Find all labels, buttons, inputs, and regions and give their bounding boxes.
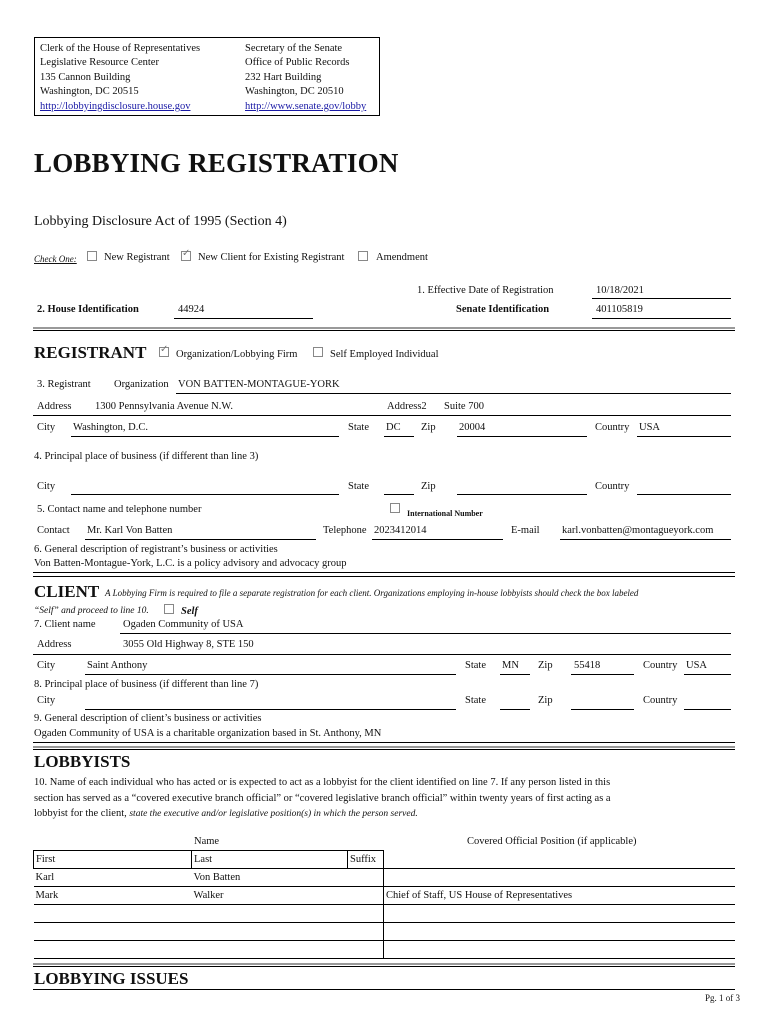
email-value[interactable]: karl.vonbatten@montagueyork.com bbox=[562, 525, 714, 536]
client-description[interactable]: Ogaden Community of USA is a charitable organization based in St. Anthony, MN bbox=[34, 728, 382, 739]
self-checkbox[interactable] bbox=[164, 604, 174, 614]
country-label: Country bbox=[595, 481, 630, 492]
house-address bbox=[40, 42, 200, 114]
organization-label: Organization bbox=[114, 379, 169, 390]
first-column-header: First bbox=[34, 851, 192, 869]
client-address-label: Address bbox=[37, 639, 72, 650]
lobbyist-last[interactable] bbox=[192, 923, 348, 941]
house-address-line: 135 Cannon Building bbox=[40, 71, 131, 83]
client-name[interactable]: Ogaden Community of USA bbox=[123, 619, 244, 630]
table-row bbox=[34, 941, 736, 959]
self-employed-label: Self Employed Individual bbox=[330, 349, 439, 360]
self-label: Self bbox=[181, 606, 198, 617]
state-value[interactable]: DC bbox=[386, 422, 401, 433]
page-subtitle: Lobbying Disclosure Act of 1995 (Section 4) bbox=[34, 214, 287, 229]
house-lobbying-link[interactable]: http://lobbyingdisclosure.house.gov bbox=[40, 100, 191, 112]
page-number: Pg. 1 of 3 bbox=[705, 993, 741, 1003]
lobbyist-suffix[interactable] bbox=[348, 941, 384, 959]
client-instruction: A Lobbying Firm is required to file a separate registration for each client. Organizations employing in-house lobbyists should check the box labeled bbox=[105, 588, 639, 598]
table-row bbox=[34, 887, 736, 905]
registrant-heading: REGISTRANT bbox=[34, 343, 147, 362]
client-city-label: City bbox=[37, 660, 56, 671]
lobbyist-suffix[interactable] bbox=[348, 923, 384, 941]
organization-name[interactable]: VON BATTEN-MONTAGUE-YORK bbox=[178, 379, 340, 390]
page-title: LOBBYING REGISTRATION bbox=[34, 148, 399, 178]
new-registrant-checkbox[interactable] bbox=[87, 251, 97, 261]
lobbyists-instructions-3 bbox=[34, 808, 418, 819]
client-city-label: City bbox=[37, 695, 56, 706]
line5-label: 5. Contact name and telephone number bbox=[37, 504, 202, 515]
amendment-checkbox[interactable] bbox=[358, 251, 368, 261]
senate-address-line: 232 Hart Building bbox=[245, 71, 322, 83]
lobbyist-last[interactable]: Walker bbox=[193, 890, 224, 901]
senate-address-line: Secretary of the Senate bbox=[245, 43, 343, 54]
effective-date-value[interactable]: 10/18/2021 bbox=[596, 285, 644, 296]
new-registrant-label: New Registrant bbox=[104, 252, 170, 263]
org-lobbying-firm-label: Organization/Lobbying Firm bbox=[176, 349, 298, 360]
org-lobbying-firm-checkbox[interactable] bbox=[159, 347, 169, 357]
address2-label: Address2 bbox=[387, 401, 427, 412]
lobbyist-last[interactable] bbox=[192, 941, 348, 959]
telephone-label: Telephone bbox=[323, 525, 367, 536]
filing-addresses-box bbox=[34, 37, 380, 116]
country-value[interactable]: USA bbox=[639, 422, 661, 433]
table-header-row bbox=[34, 851, 736, 869]
lobbyist-position[interactable] bbox=[384, 941, 736, 959]
check-one-label: Check One: bbox=[34, 254, 77, 264]
name-column-header: Name bbox=[194, 836, 220, 847]
line9-label: 9. General description of client’s business or activities bbox=[34, 713, 262, 724]
telephone-value[interactable]: 2023412014 bbox=[374, 525, 427, 536]
lobbyist-position[interactable] bbox=[384, 869, 736, 887]
international-number-label: International Number bbox=[407, 509, 483, 518]
address2-value[interactable]: Suite 700 bbox=[444, 401, 484, 412]
lobbyist-position[interactable] bbox=[384, 905, 736, 923]
self-employed-checkbox[interactable] bbox=[313, 347, 323, 357]
email-label: E-mail bbox=[511, 525, 540, 536]
lobbyist-suffix[interactable] bbox=[348, 869, 384, 887]
lobbyist-last[interactable] bbox=[192, 905, 348, 923]
suffix-column-header: Suffix bbox=[348, 851, 384, 869]
lobbyist-first[interactable]: Karl bbox=[35, 872, 55, 883]
senate-id-label: Senate Identification bbox=[456, 304, 550, 315]
lobbyists-instructions-3b: state the executive and/or legislative position(s) in which the person served. bbox=[129, 809, 418, 819]
lobbyist-suffix[interactable] bbox=[348, 887, 384, 905]
lobbyists-instructions-2: section has served as a “covered executive branch official” or “covered legislative branch official” within twenty years of first acting as a bbox=[34, 793, 611, 804]
table-row bbox=[34, 923, 736, 941]
client-zip-label: Zip bbox=[538, 695, 553, 706]
client-country-label: Country bbox=[643, 695, 678, 706]
lobbyist-suffix[interactable] bbox=[348, 905, 384, 923]
city-value[interactable]: Washington, D.C. bbox=[73, 422, 148, 433]
house-address-line: Clerk of the House of Representatives bbox=[40, 43, 201, 54]
state-label: State bbox=[348, 481, 369, 492]
contact-value[interactable]: Mr. Karl Von Batten bbox=[87, 525, 173, 536]
senate-lobbying-link[interactable]: http://www.senate.gov/lobby bbox=[245, 100, 367, 112]
position-column-header: Covered Official Position (if applicable) bbox=[467, 836, 637, 847]
client-instruction-2: “Self” and proceed to line 10. bbox=[34, 606, 149, 616]
international-number-checkbox[interactable] bbox=[390, 503, 400, 513]
client-zip[interactable]: 55418 bbox=[574, 660, 601, 671]
address-label: Address bbox=[37, 401, 72, 412]
registrant-description[interactable]: Von Batten-Montague-York, L.C. is a policy advisory and advocacy group bbox=[34, 558, 347, 569]
lobbying-issues-heading: LOBBYING ISSUES bbox=[34, 969, 189, 988]
amendment-label: Amendment bbox=[376, 252, 428, 263]
table-row bbox=[34, 869, 736, 887]
house-address-line: Legislative Resource Center bbox=[40, 57, 159, 69]
senate-address bbox=[245, 42, 366, 114]
client-city[interactable]: Saint Anthony bbox=[87, 660, 148, 671]
lobbyist-position[interactable] bbox=[384, 923, 736, 941]
country-label: Country bbox=[595, 422, 630, 433]
line8-label: 8. Principal place of business (if different than line 7) bbox=[34, 679, 259, 690]
state-label: State bbox=[348, 422, 369, 433]
senate-id-value[interactable]: 401105819 bbox=[596, 304, 643, 315]
lobbyist-first[interactable] bbox=[34, 923, 192, 941]
lobbyists-table bbox=[33, 850, 735, 959]
client-heading: CLIENT bbox=[34, 582, 100, 601]
client-address[interactable]: 3055 Old Highway 8, STE 150 bbox=[123, 639, 254, 650]
lobbyists-instructions-1: 10. Name of each individual who has acted or is expected to act as a lobbyist for the client identified on line 7. If any person listed in this bbox=[34, 777, 611, 788]
contact-label: Contact bbox=[37, 525, 70, 536]
line6-label: 6. General description of registrant’s business or activities bbox=[34, 544, 278, 555]
client-country[interactable]: USA bbox=[686, 660, 708, 671]
client-state-label: State bbox=[465, 695, 486, 706]
city-label: City bbox=[37, 481, 56, 492]
lobbyists-instructions-3a: lobbyist for the client, bbox=[34, 808, 127, 819]
zip-label: Zip bbox=[421, 422, 436, 433]
table-row bbox=[34, 905, 736, 923]
senate-address-line: Washington, DC 20510 bbox=[245, 86, 344, 98]
new-client-label: New Client for Existing Registrant bbox=[198, 252, 345, 263]
zip-label: Zip bbox=[421, 481, 436, 492]
last-column-header: Last bbox=[192, 851, 348, 869]
line3-label: 3. Registrant bbox=[37, 379, 91, 390]
house-id-value[interactable]: 44924 bbox=[178, 304, 205, 315]
new-client-checkbox[interactable] bbox=[181, 251, 191, 261]
house-id-label: 2. House Identification bbox=[37, 304, 139, 315]
line4-label: 4. Principal place of business (if different than line 3) bbox=[34, 451, 259, 462]
zip-value[interactable]: 20004 bbox=[459, 422, 486, 433]
effective-date-label: 1. Effective Date of Registration bbox=[417, 285, 554, 296]
client-zip-label: Zip bbox=[538, 660, 553, 671]
lobbyist-first[interactable] bbox=[34, 905, 192, 923]
senate-address-line: Office of Public Records bbox=[245, 57, 350, 69]
client-state-label: State bbox=[465, 660, 486, 671]
lobbyists-heading: LOBBYISTS bbox=[34, 752, 131, 771]
lobbyist-first[interactable] bbox=[34, 941, 192, 959]
house-address-line: Washington, DC 20515 bbox=[40, 86, 139, 98]
client-state[interactable]: MN bbox=[502, 660, 519, 671]
lobbyist-first[interactable]: Mark bbox=[35, 890, 59, 901]
address-value[interactable]: 1300 Pennsylvania Avenue N.W. bbox=[95, 401, 233, 412]
client-country-label: Country bbox=[643, 660, 678, 671]
line7-label: 7. Client name bbox=[34, 619, 96, 630]
city-label: City bbox=[37, 422, 56, 433]
lobbyist-last[interactable]: Von Batten bbox=[193, 872, 241, 883]
lobbyist-position[interactable]: Chief of Staff, US House of Representatives bbox=[384, 887, 736, 905]
